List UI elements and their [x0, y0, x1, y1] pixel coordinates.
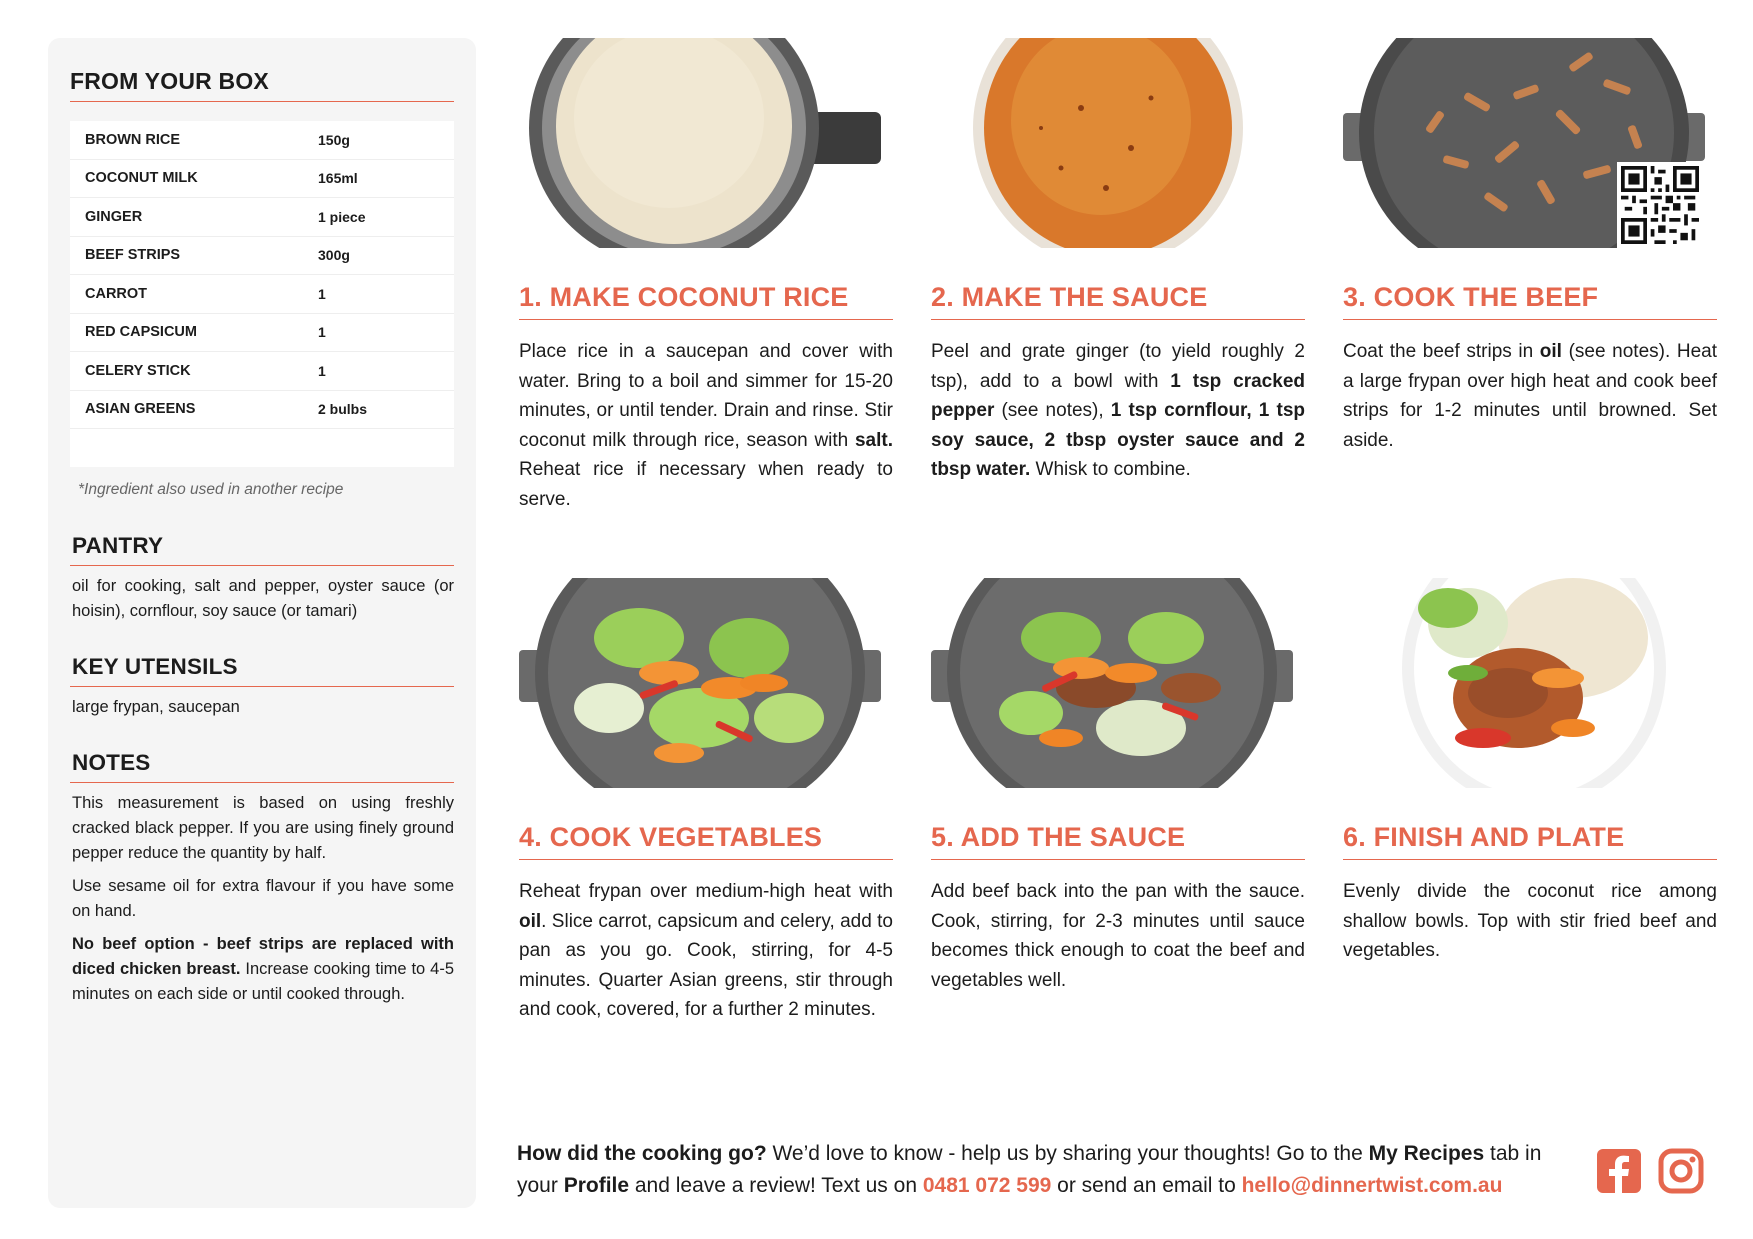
step-text-bold: oil [1539, 341, 1562, 362]
ingredient-qty: 150g [318, 131, 350, 148]
footer-text: tab in your [517, 1142, 1542, 1197]
ingredient-row [70, 352, 454, 391]
profile-label: Profile [563, 1174, 630, 1197]
notes-title: NOTES [70, 750, 454, 783]
step-text-part: Whisk to combine. [1030, 459, 1191, 480]
note-paragraph: Use sesame oil for extra flavour if you have some on hand. [72, 877, 454, 920]
ingredient-empty-row [70, 429, 454, 467]
notes-section [70, 750, 454, 1007]
step-5 [931, 578, 1305, 995]
footer-text: We’d love to know - help us by sharing your thoughts! Go to the [766, 1142, 1369, 1165]
qr-code-icon[interactable] [1617, 162, 1703, 248]
step-4 [519, 578, 893, 1025]
step-text-part: Coat the beef strips in [1343, 341, 1540, 362]
step-2-text [931, 337, 1305, 485]
ingredient-qty: 1 [318, 362, 326, 379]
ingredient-name: COCONUT MILK [85, 170, 198, 187]
footer-text: or send an email to [1051, 1174, 1242, 1197]
ingredient-qty: 1 [318, 285, 326, 302]
pantry-title: PANTRY [70, 533, 454, 566]
instagram-icon[interactable] [1658, 1148, 1704, 1194]
email-link[interactable]: hello@dinnertwist.com.au [1241, 1174, 1503, 1197]
step-text-bold: oil [519, 910, 542, 932]
note-text: Increase cooking time to 4-5 minutes on each side or until cooked through. [72, 960, 454, 1003]
note-paragraph [70, 932, 454, 1007]
ingredient-note: *Ingredient also used in another recipe [78, 481, 344, 498]
ingredient-qty: 300g [318, 247, 350, 264]
ingredient-row [70, 275, 454, 314]
step-6-text: Evenly divide the coconut rice among shallow bowls. Top with stir fried beef and vegetables. [1343, 881, 1717, 961]
footer-question: How did the cooking go? [517, 1142, 767, 1165]
plated-dish-image [1343, 578, 1705, 788]
facebook-icon[interactable] [1596, 1148, 1642, 1194]
step-text-part: Place rice in a saucepan and cover with water. Bring to a boil and simmer for 15-20 minutes, or until tender. Drain and rinse. Stir coconut milk through rice, season with [519, 341, 893, 451]
step-3-text [1343, 337, 1717, 455]
ingredient-name: CARROT [85, 285, 148, 302]
ingredient-row [70, 391, 454, 430]
step-3-photo [1343, 38, 1705, 248]
step-5-text: Add beef back into the pan with the sauce. Cook, stirring, for 2-3 minutes until sauce becomes thick enough to coat the beef and vegetables well. [931, 881, 1305, 991]
step-text-part: . Slice carrot, capsicum and celery, add to pan as you go. Cook, stirring, for 4-5 minutes. Quarter Asian greens, stir through and cook, covered, for a further 2 minutes. [519, 910, 893, 1020]
ingredient-row [70, 198, 454, 237]
ingredient-name: GINGER [85, 208, 143, 225]
my-recipes-label: My Recipes [1368, 1142, 1485, 1165]
ingredient-row [70, 160, 454, 199]
ingredients-table [70, 121, 454, 467]
ingredient-row [70, 237, 454, 276]
pantry-section [70, 533, 454, 624]
vegetables-frypan-image [519, 578, 881, 788]
step-1-photo [519, 38, 881, 248]
step-3 [1343, 38, 1717, 455]
step-6 [1343, 578, 1717, 966]
ingredient-row [70, 121, 454, 160]
from-your-box-title: FROM YOUR BOX [70, 68, 454, 102]
ingredient-name: BROWN RICE [85, 131, 181, 148]
ingredient-name: ASIAN GREENS [85, 401, 196, 418]
step-1-text [519, 337, 893, 514]
utensils-title: KEY UTENSILS [70, 654, 454, 687]
step-1-title: 1. MAKE COCONUT RICE [519, 282, 893, 320]
step-text-bold: salt. [854, 429, 893, 451]
ingredient-qty: 165ml [318, 170, 358, 187]
step-4-text [519, 877, 893, 1025]
step-text-part: Reheat rice if necessary when ready to serve. [519, 459, 893, 510]
note-paragraph: This measurement is based on using freshly cracked black pepper. If you are using finely ground pepper reduce the quantity by half. [72, 794, 454, 862]
step-2 [931, 38, 1305, 485]
feedback-footer [517, 1138, 1577, 1202]
step-text-part: (see notes), [994, 400, 1111, 421]
step-6-photo [1343, 578, 1705, 788]
step-1 [519, 38, 893, 514]
step-text-part: Reheat frypan over medium-high heat with [519, 881, 893, 902]
ingredients-sidebar [48, 38, 476, 1208]
utensils-text: large frypan, saucepan [72, 698, 240, 716]
step-4-photo [519, 578, 881, 788]
phone-link[interactable]: 0481 072 599 [922, 1174, 1052, 1197]
ingredient-row [70, 314, 454, 353]
ingredient-name: RED CAPSICUM [85, 324, 197, 341]
sauce-bowl-image [931, 38, 1293, 248]
step-5-title: 5. ADD THE SAUCE [931, 822, 1305, 860]
utensils-section [70, 654, 454, 720]
step-5-photo [931, 578, 1293, 788]
pantry-text: oil for cooking, salt and pepper, oyster sauce (or hoisin), cornflour, soy sauce (or tamari) [72, 577, 454, 620]
step-text-part: (see notes). Heat a large frypan over high heat and cook beef strips for 1-2 minutes until browned. Set aside. [1343, 341, 1717, 451]
step-4-title: 4. COOK VEGETABLES [519, 822, 893, 860]
note-bold: No beef option - beef strips are replaced with diced chicken breast. [72, 935, 454, 978]
ingredient-qty: 2 bulbs [318, 401, 368, 418]
ingredient-name: CELERY STICK [85, 362, 191, 379]
step-text-bold: 1 tsp cracked pepper [931, 370, 1305, 421]
step-text-part: Peel and grate ginger (to yield roughly 2 tsp), add to a bowl with [931, 341, 1305, 392]
ingredient-qty: 1 [318, 324, 326, 341]
stir-fry-frypan-image [931, 578, 1293, 788]
step-6-title: 6. FINISH AND PLATE [1343, 822, 1717, 860]
step-2-title: 2. MAKE THE SAUCE [931, 282, 1305, 320]
footer-text: and leave a review! Text us on [629, 1174, 923, 1197]
ingredient-qty: 1 piece [318, 208, 366, 225]
step-2-photo [931, 38, 1293, 248]
step-text-bold: 1 tsp cornflour, 1 tsp soy sauce, 2 tbsp oyster sauce and 2 tbsp water. [931, 400, 1305, 480]
coconut-rice-saucepan-image [519, 38, 881, 248]
step-3-title: 3. COOK THE BEEF [1343, 282, 1717, 320]
ingredient-name: BEEF STRIPS [85, 247, 181, 264]
